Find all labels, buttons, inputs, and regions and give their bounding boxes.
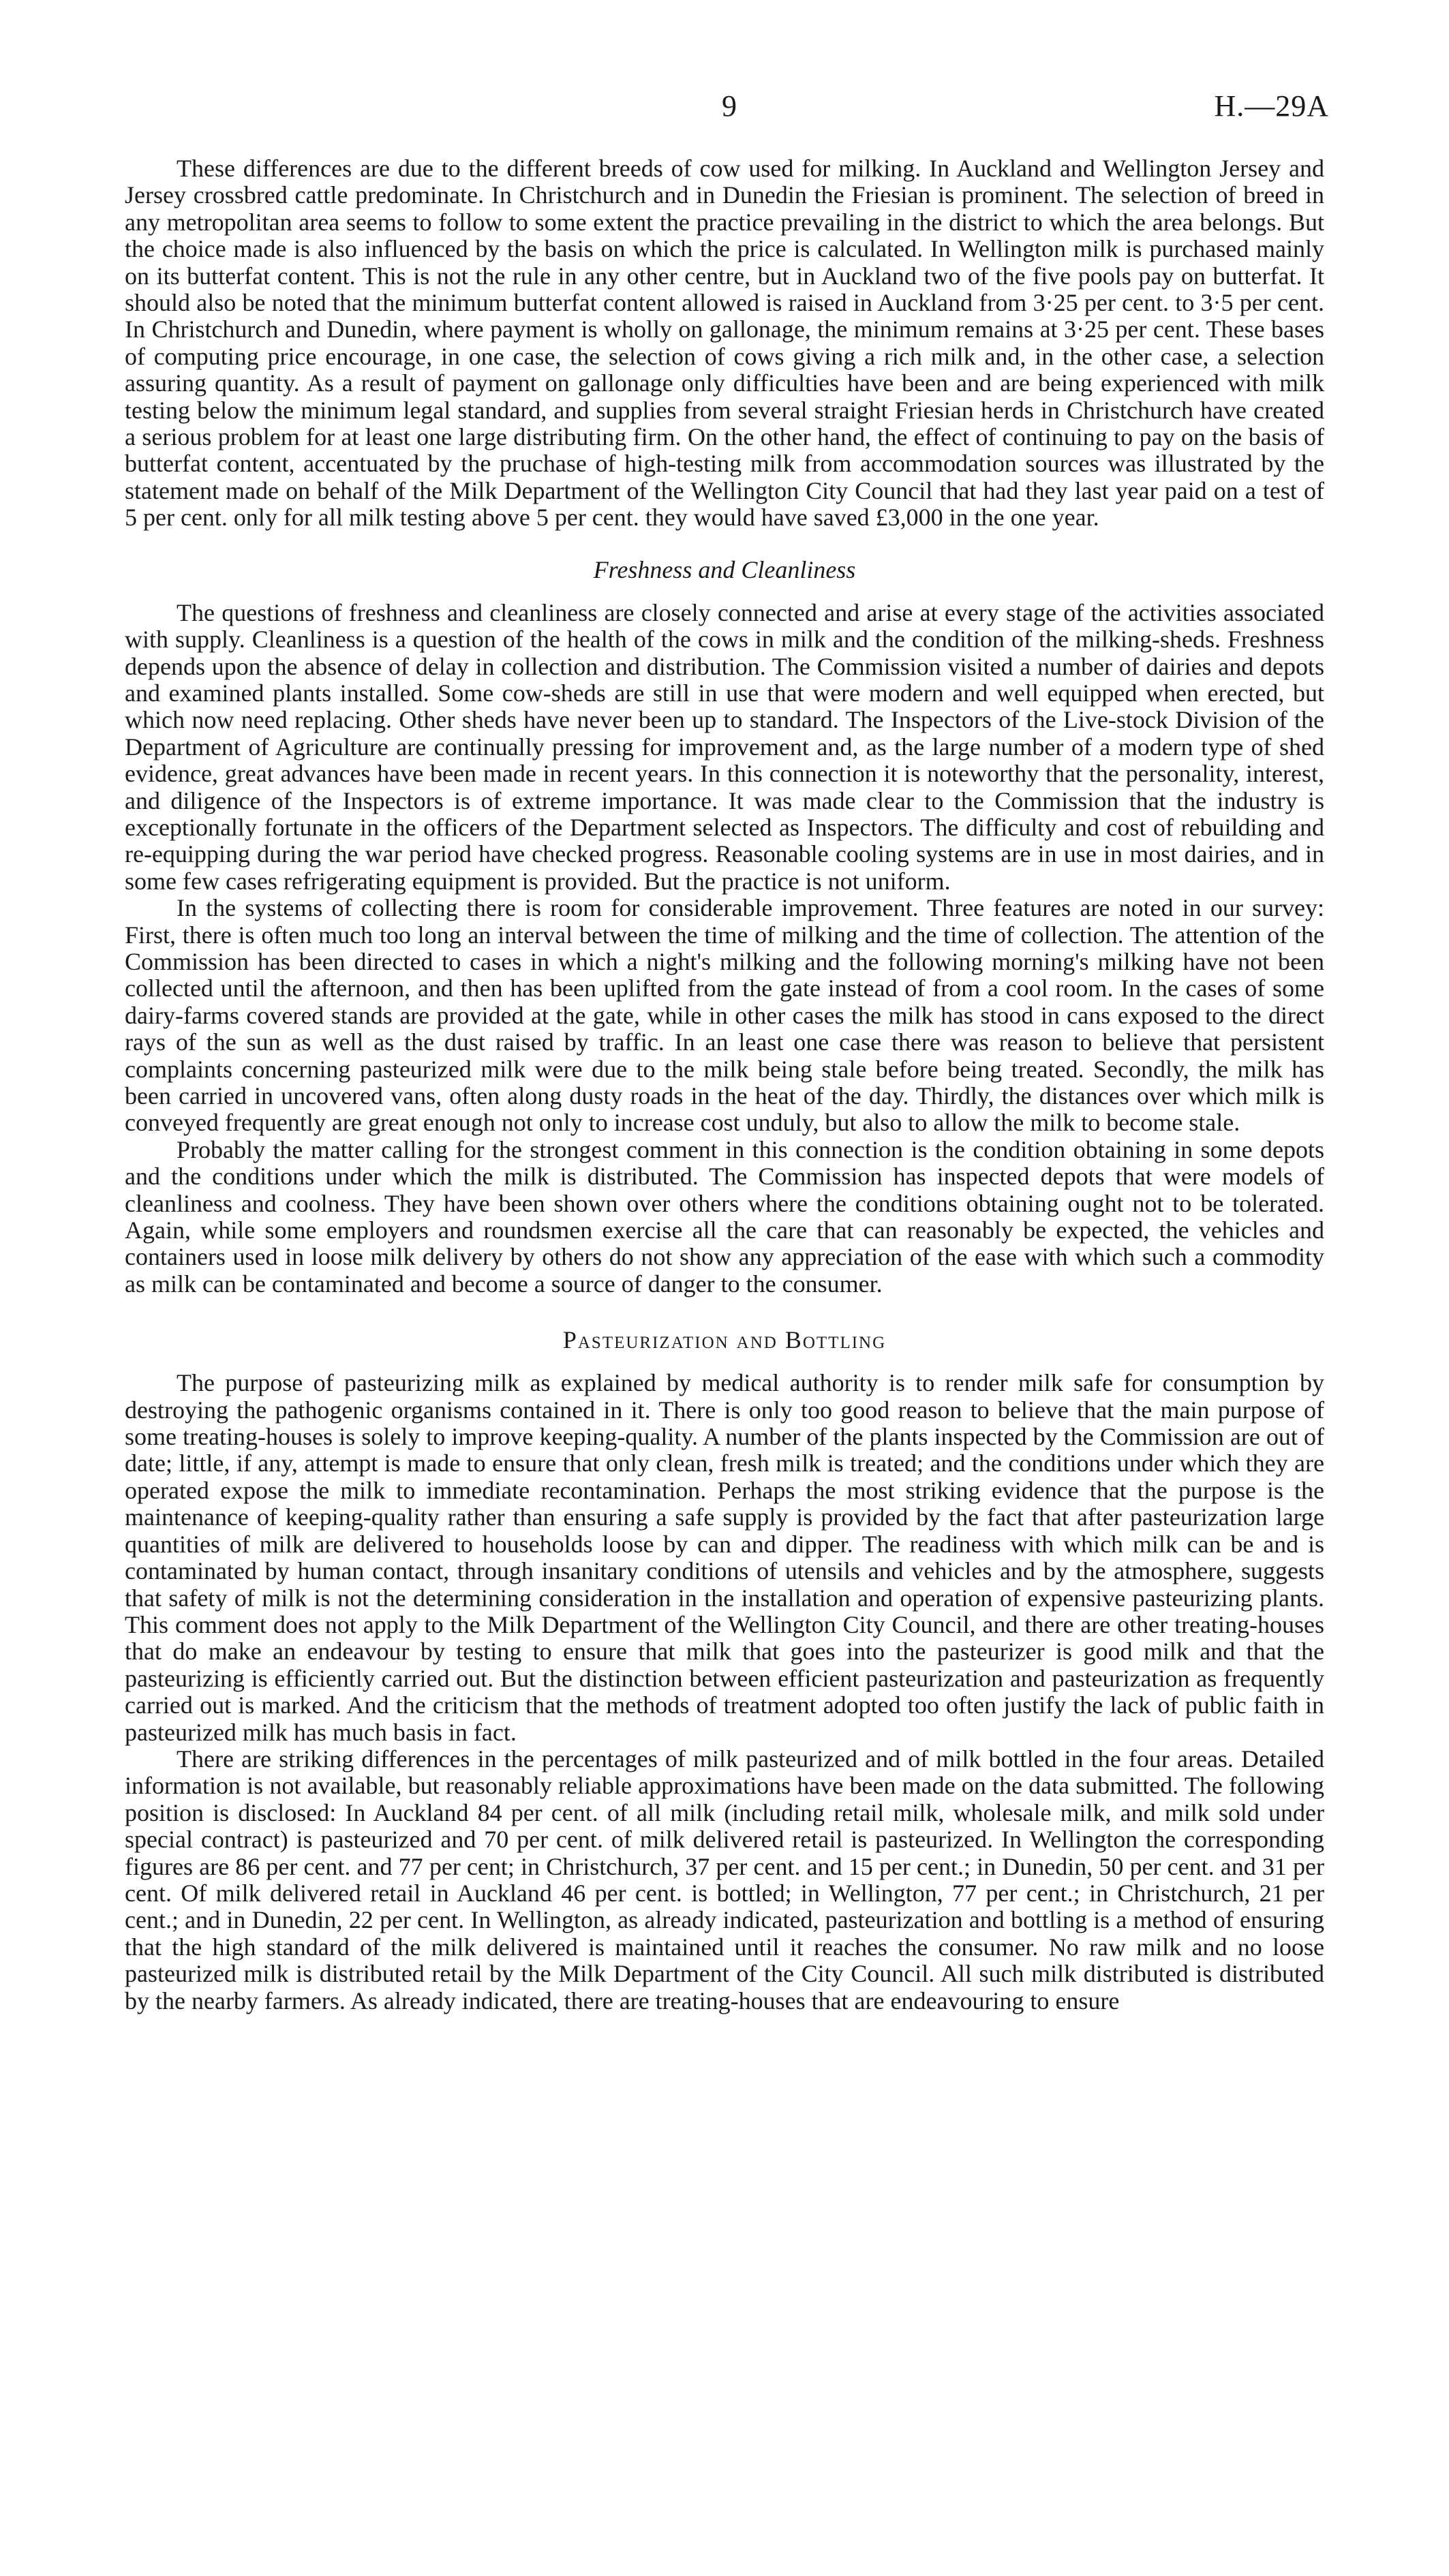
paragraph: Probably the matter calling for the strongest comment in this connection is the condition obtaining in some depots and the conditions under which the milk is distributed. The Commission has inspected depots that were models of cleanliness and coolness. They have been shown over others where the conditions obtaining ought not to be tolerated. Again, while some employers and roundsmen exercise all the care that can reasonably be expected, the vehicles and containers used in loose milk delivery by others do not show any appreciation of the ease with which such a commodity as milk can be contaminated and become a source of danger to the consumer.	[125, 1135, 1324, 1298]
paragraph: The purpose of pasteurizing milk as explained by medical authority is to render milk safe for consumption by destroying the pathogenic organisms contained in it. There is only too good reason to believe that the main purpose of some treating-houses is solely to improve keeping-quality. A number of the plants inspected by the Commission are out of date; little, if any, attempt is made to ensure that only clean, fresh milk is treated; and the conditions under which they are operated expose the milk to immediate recontamination. Perhaps the most striking evidence that the purpose is the maintenance of keeping-quality rather than ensuring a safe supply is provided by the fact that after pasteurization large quantities of milk are delivered to households loose by can and dipper. The readiness with which milk can be and is contaminated by human contact, through insanitary conditions of utensils and vehicles and by the atmosphere, suggests that safety of milk is not the determining consideration in the installation and operation of expensive pasteurizing plants. This comment does not apply to the Milk Department of the Wellington City Council, and there are other treating-houses that do make an endeavour by testing to ensure that milk that goes into the pasteurizer is good milk and that the pasteurizing is efficiently carried out. But the distinction between efficient pasteurization and pasteurization as frequently carried out is marked. And the criticism that the methods of treatment adopted too often justify the lack of public faith in pasteurized milk has much basis in fact.	[125, 1369, 1324, 1746]
section-heading: Pasteurization and Bottling	[562, 1326, 887, 1354]
paragraph: There are striking differences in the percentages of milk pasteurized and of milk bottled in the four areas. Detailed information is not available, but reasonably reliable approximations have been made on the data submitted. The following position is disclosed: In Auckland 84 per cent. of all milk (including retail milk, wholesale milk, and milk sold under special contract) is pasteurized and 70 per cent. of milk delivered retail is pasteurized. In Wellington the corresponding figures are 86 per cent. and 77 per cent; in Christchurch, 37 per cent. and 15 per cent.; in Dunedin, 50 per cent. and 31 per cent. Of milk delivered retail in Auckland 46 per cent. is bottled; in Wellington, 77 per cent.; in Christchurch, 21 per cent.; and in Dunedin, 22 per cent. In Wellington, as already indicated, pasteurization and bottling is a method of ensuring that the high standard of the milk delivered is maintained until it reaches the consumer. No raw milk and no loose pasteurized milk is distributed retail by the Milk Department of the City Council. All such milk distributed is distributed by the nearby farmers. As already indicated, there are treating-houses that are endeavouring to ensure	[125, 1745, 1324, 2014]
paragraph: The questions of freshness and cleanliness are closely connected and arise at every stage of the activities associated with supply. Cleanliness is a question of the health of the cows in milk and the condition of the milking-sheds. Freshness depends upon the absence of delay in collection and distribution. The Commission visited a number of dairies and depots and examined plants installed. Some cow-sheds are still in use that were modern and well equipped when erected, but which now need replacing. Other sheds have never been up to standard. The Inspectors of the Live-stock Division of the Department of Agriculture are continually pressing for improvement and, as the large number of a modern type of shed evidence, great advances have been made in recent years. In this connection it is noteworthy that the personality, interest, and diligence of the Inspectors is of extreme importance. It was made clear to the Commission that the industry is exceptionally fortunate in the officers of the Department selected as Inspectors. The difficulty and cost of rebuilding and re-equipping during the war period have checked progress. Reasonable cooling systems are in use in most dairies, and in some few cases refrigerating equipment is provided. But the practice is not uniform.	[125, 598, 1324, 895]
section-pasteurization-bottling	[125, 1326, 1324, 2014]
document-reference: H.—29A	[1214, 89, 1329, 123]
section-heading: Freshness and Cleanliness	[593, 555, 856, 583]
paragraph: These differences are due to the different breeds of cow used for milking. In Auckland and Wellington Jersey and Jersey crossbred cattle predominate. In Christchurch and in Dunedin the Friesian is prominent. The selection of breed in any metropolitan area seems to follow to some extent the practice prevailing in the district to which the area belongs. But the choice made is also influenced by the basis on which the price is calculated. In Wellington milk is purchased mainly on its butterfat content. This is not the rule in any other centre, but in Auckland two of the five pools pay on butterfat. It should also be noted that the minimum butterfat content allowed is raised in Auckland from 3·25 per cent. to 3·5 per cent. In Christchurch and Dunedin, where payment is wholly on gallonage, the minimum remains at 3·25 per cent. These bases of computing price encourage, in one case, the selection of cows giving a rich milk and, in the other case, a selection assuring quantity. As a result of payment on gallonage only difficulties have been and are being experienced with milk testing below the minimum legal standard, and supplies from several straight Friesian herds in Christchurch have created a serious problem for at least one large distributing firm. On the other hand, the effect of continuing to pay on the basis of butterfat content, accentuated by the pruchase of high-testing milk from accommodation sources was illustrated by the statement made on behalf of the Milk Department of the Wellington City Council that had they last year paid on a test of 5 per cent. only for all milk testing above 5 per cent. they would have saved £3,000 in the one year.	[125, 155, 1324, 532]
page-body	[125, 155, 1324, 2014]
section-breeds	[125, 155, 1324, 532]
section-freshness-cleanliness	[125, 556, 1324, 1298]
page-number: 9	[722, 89, 737, 123]
paragraph: In the systems of collecting there is room for considerable improvement. Three features are noted in our survey: First, there is often much too long an interval between the time of milking and the time of collection. The attention of the Commission has been directed to cases in which a night's milking and the following morning's milking have not been collected until the afternoon, and then has been uplifted from the gate instead of from a cool room. In the cases of some dairy-farms covered stands are provided at the gate, while in other cases the milk has stood in cans exposed to the direct rays of the sun as well as the dust raised by traffic. In an least one case there was reason to believe that persistent complaints concerning pasteurized milk were due to the milk being stale before being treated. Secondly, the milk has been carried in uncovered vans, often along dusty roads in the heat of the day. Thirdly, the distances over which milk is conveyed frequently are great enough not only to increase cost unduly, but also to allow the milk to become stale.	[125, 894, 1324, 1137]
